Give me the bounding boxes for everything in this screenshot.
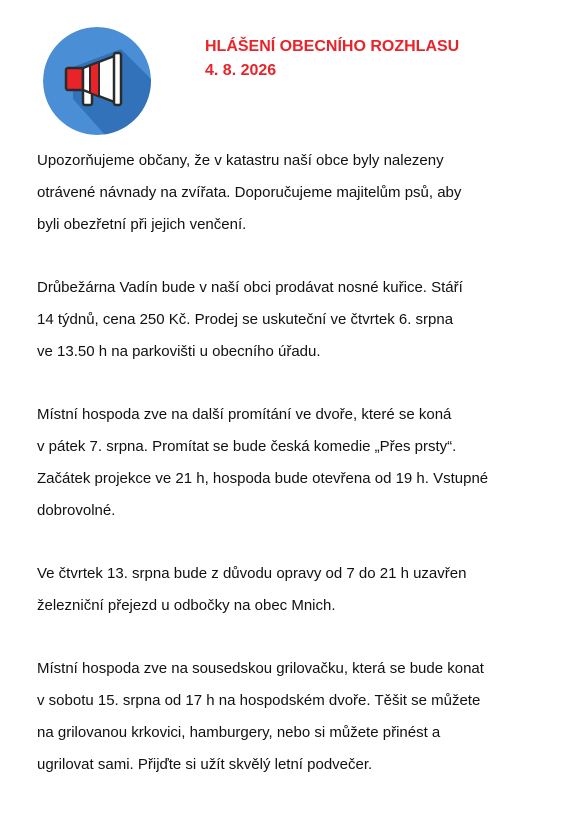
text-line: v sobotu 15. srpna od 17 h na hospodském dvoře. Těšit se můžete xyxy=(37,692,481,709)
text-line: Upozorňujeme občany, že v katastru naší obce byly nalezeny xyxy=(37,152,444,169)
announcement-railway-crossing xyxy=(37,558,537,622)
text-line: 14 týdnů, cena 250 Kč. Prodej se uskuteční ve čtvrtek 6. srpna xyxy=(37,311,454,328)
text-line: ve 13.50 h na parkovišti u obecního úřadu. xyxy=(37,343,321,360)
text-line: Místní hospoda zve na sousedskou grilovačku, která se bude konat xyxy=(37,660,484,677)
text-line: Ve čtvrtek 13. srpna bude z důvodu opravy od 7 do 21 h uzavřen xyxy=(37,565,467,582)
text-line: Začátek projekce ve 21 h, hospoda bude otevřena od 19 h. Vstupné xyxy=(37,470,489,487)
text-line: ugrilovat sami. Přijďte si užít skvělý letní podvečer. xyxy=(37,756,373,773)
announcements-list xyxy=(37,145,537,812)
announcement-poultry-sale xyxy=(37,272,537,368)
text-line: v pátek 7. srpna. Promítat se bude česká komedie „Přes prsty“. xyxy=(37,438,457,455)
text-line: dobrovolné. xyxy=(37,502,116,519)
announcement-header xyxy=(205,35,459,83)
page-title: HLÁŠENÍ OBECNÍHO ROZHLASU xyxy=(205,38,460,55)
text-line: Místní hospoda zve na další promítání ve dvoře, které se koná xyxy=(37,406,452,423)
text-line: otrávené návnady na zvířata. Doporučujeme majitelům psů, aby xyxy=(37,184,462,201)
announcement-date: 4. 8. 2026 xyxy=(205,62,277,79)
megaphone-icon xyxy=(43,27,151,135)
text-line: železniční přejezd u odbočky na obec Mnich. xyxy=(37,597,336,614)
text-line: Drůbežárna Vadín bude v naší obci prodávat nosné kuřice. Stáří xyxy=(37,279,463,296)
announcement-barbecue xyxy=(37,653,537,781)
text-line: na grilovanou krkovici, hamburgery, nebo si můžete přinést a xyxy=(37,724,441,741)
text-line: byli obezřetní při jejich venčení. xyxy=(37,216,247,233)
announcement-poison-bait xyxy=(37,145,537,241)
announcement-film-screening xyxy=(37,399,537,527)
